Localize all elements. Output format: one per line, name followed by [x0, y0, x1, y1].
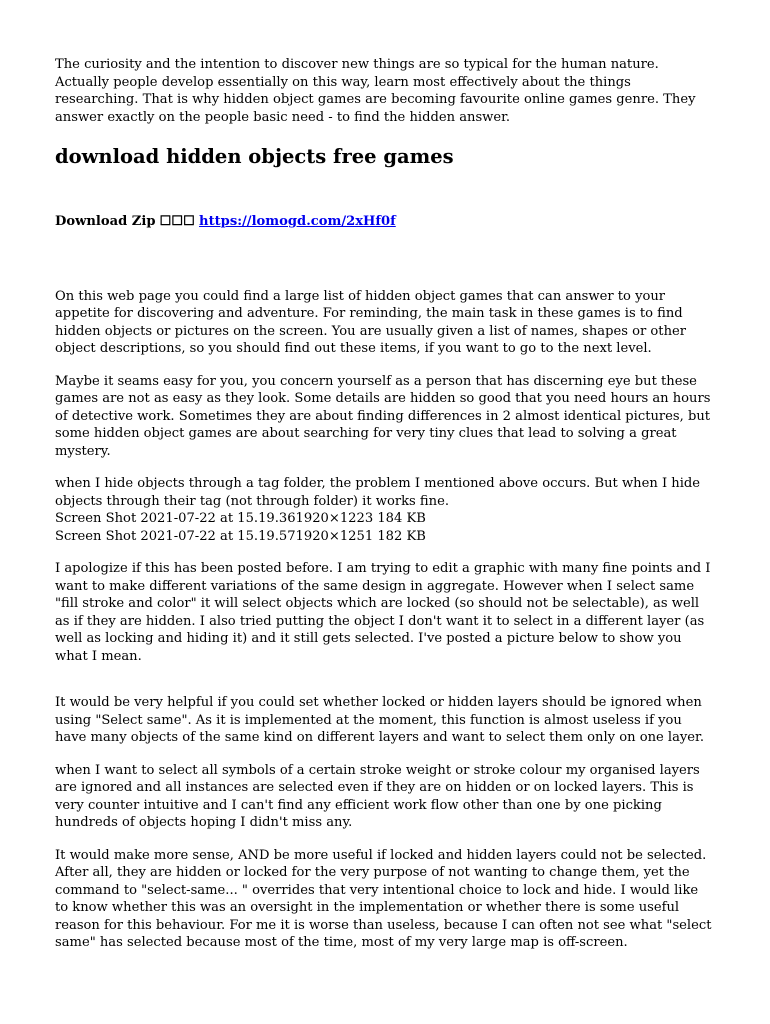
page-heading: download hidden objects free games [55, 145, 454, 168]
screenshot-attachment-2[interactable]: Screen Shot 2021-07-22 at 15.19.571920×1251 182 KB [55, 528, 426, 544]
download-arrow-glyphs: ☐☐☐ [159, 214, 195, 229]
paragraph-1: On this web page you could find a large list of hidden object games that can answer to your appetite for discovering and adventure. For reminding, the main task in these games is to find hidden objects or pictures on the screen. You are usually given a list of names, shapes or other object descriptions, so you should find out these items, if you want to go to the next level. [55, 288, 687, 356]
paragraph-5: It would be very helpful if you could set whether locked or hidden layers should be ignored when using "Select same". As it is implemented at the moment, this function is almost useless if you have many objects of the same kind on different layers and want to select them only on one layer. [55, 695, 705, 745]
download-label: Download Zip [55, 214, 156, 229]
paragraph-7: It would make more sense, AND be more useful if locked and hidden layers could not be selected. After all, they are hidden or locked for the very purpose of not wanting to change them, yet the command to "select-same... " overrides that very intentional choice to lock and hide. I would like to know whether this was an oversight in the implementation or whether there is some useful reason for this behaviour. For me it is worse than useless, because I can often not see what "select same" has selected because most of the time, most of my very large map is off-screen. [55, 847, 712, 950]
paragraph-6: when I want to select all symbols of a certain stroke weight or stroke colour my organised layers are ignored and all instances are selected even if they are on hidden or on locked layers. This is very counter intuitive and I can't find any efficient work flow other than one by one picking hundreds of objects hoping I didn't miss any. [55, 762, 700, 830]
document-page [55, 56, 715, 952]
screenshot-attachment-1[interactable]: Screen Shot 2021-07-22 at 15.19.361920×1223 184 KB [55, 511, 426, 526]
intro-paragraph: The curiosity and the intention to discover new things are so typical for the human nature. Actually people develop essentially on this way, learn most effectively about the things researching. That is why hidden object games are becoming favourite online games genre. They answer exactly on the people basic need - to find the hidden answer. [55, 57, 696, 125]
download-line [55, 213, 715, 231]
paragraph-3: when I hide objects through a tag folder, the problem I mentioned above occurs. But when I hide objects through their tag (not through folder) it works fine. [55, 476, 701, 509]
paragraph-2: Maybe it seams easy for you, you concern yourself as a person that has discerning eye but these games are not as easy as they look. Some details are hidden so good that you need hours an hours of detective work. Sometimes they are about finding differences in 2 almost identical pictures, but some hidden object games are about searching for very tiny clues that lead to solving a great mystery. [55, 373, 711, 459]
download-link[interactable]: https://lomogd.com/2xHf0f [199, 214, 396, 229]
paragraph-4: I apologize if this has been posted before. I am trying to edit a graphic with many fine points and I want to make different variations of the same design in aggregate. However when I select same "fill stroke and color" it will select objects which are locked (so should not be selectable), as well as if they are hidden. I also tried putting the object I don't want it to select in a different layer (as well as locking and hiding it) and it still gets selected. I've posted a picture below to show you what I mean. [55, 561, 711, 664]
